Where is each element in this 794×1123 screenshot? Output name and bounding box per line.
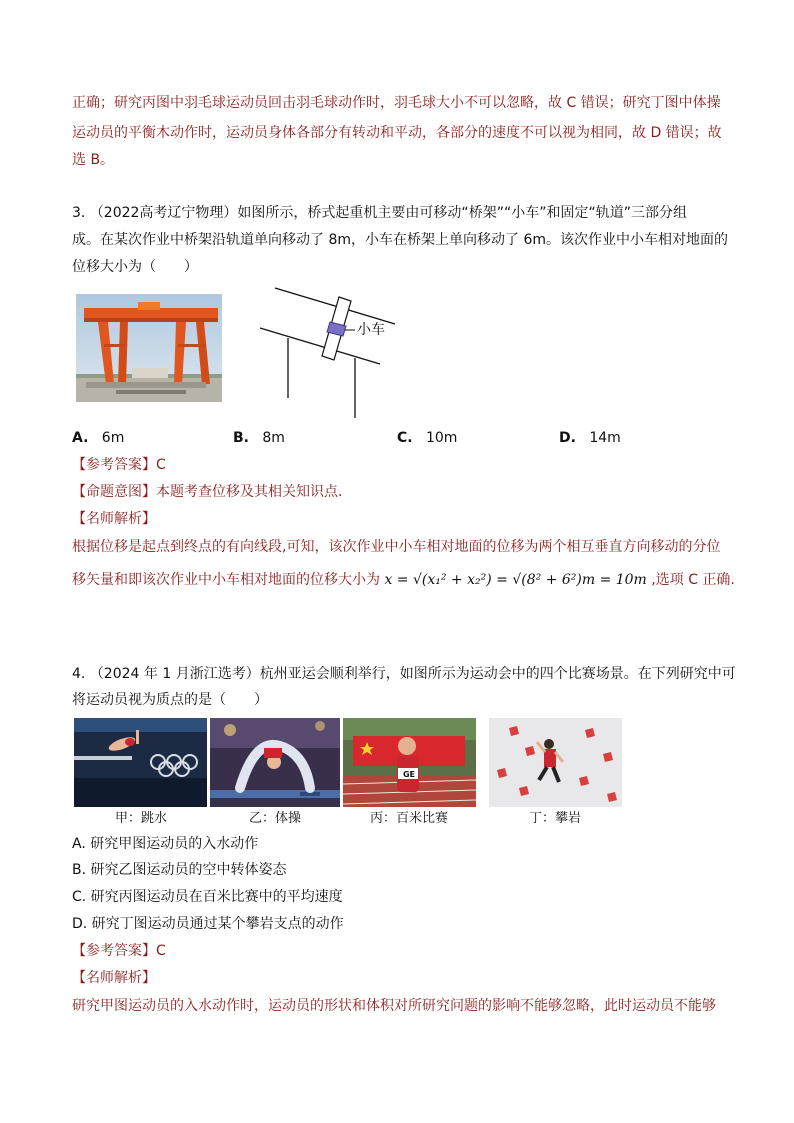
diagram-label-trolley: 小车 xyxy=(357,322,385,338)
q3-analysis-line-1: 根据位移是起点到终点的有向线段,可知，该次作业中小车相对地面的位移为两个相互垂直方向移动的分位 xyxy=(72,539,721,555)
option-letter: B. xyxy=(233,430,249,446)
q3-option-c xyxy=(397,428,457,448)
photo-diving xyxy=(74,718,207,807)
q3-option-b xyxy=(233,428,285,448)
caption-gymnastics: 乙：体操 xyxy=(248,811,301,826)
q3-stem-line-2: 成。在某次作业中桥架沿轨道单向移动了 8m，小车在桥架上单向移动了 6m。该次作业中小车相对地面的 xyxy=(72,232,728,248)
gymnastics-image xyxy=(210,718,340,807)
option-letter: C. xyxy=(397,430,413,446)
climbing-image xyxy=(489,718,622,807)
intro-line-1: 正确；研究丙图中羽毛球运动员回击羽毛球动作时，羽毛球大小不可以忽略，故 C 错误；研究丁图中体操 xyxy=(72,95,721,111)
photo-gymnastics xyxy=(210,718,340,807)
q4-option-a: A. 研究甲图运动员的入水动作 xyxy=(72,836,259,852)
crane-photo xyxy=(76,294,222,402)
option-text: 14m xyxy=(589,430,621,446)
q3-stem-line-1: 3. （2022高考辽宁物理）如图所示，桥式起重机主要由可移动“桥架”“小车”和固定“轨道”三部分组 xyxy=(72,205,687,221)
sprint-image xyxy=(343,718,476,807)
q4-option-d: D. 研究丁图运动员通过某个攀岩支点的动作 xyxy=(72,916,344,932)
q3-option-a xyxy=(72,428,124,448)
option-text: 6m xyxy=(101,430,125,446)
q3-option-d xyxy=(559,428,621,448)
q4-stem-line-1: 4. （2024 年 1 月浙江选考）杭州亚运会顺利举行，如图所示为运动会中的四个比赛场景。在下列研究中可 xyxy=(72,666,736,682)
q4-analysis-label: 【名师解析】 xyxy=(72,970,156,986)
option-text: 8m xyxy=(262,430,285,446)
intent-text: 本题考查位移及其相关知识点. xyxy=(156,484,343,500)
intro-line-2: 运动员的平衡木动作时，运动员身体各部分有转动和平动，各部分的速度不可以视为相同，故 D 错误；故 xyxy=(72,125,722,141)
option-letter: D. xyxy=(559,430,576,446)
intro-line-3: 选 B。 xyxy=(72,152,115,168)
intent-label: 【命题意图】 xyxy=(72,484,156,500)
q3-answer: 【参考答案】C xyxy=(72,457,166,473)
crane-diagram xyxy=(255,286,405,421)
photo-climbing xyxy=(489,718,622,807)
photo-sprint xyxy=(343,718,476,807)
displacement-formula: x = √(x₁² + x₂²) = √(8² + 6²)m = 10m xyxy=(384,572,647,588)
caption-climbing: 丁：攀岩 xyxy=(528,811,581,826)
q3-stem-line-3: 位移大小为（ ） xyxy=(72,259,198,275)
q4-stem-line-2: 将运动员视为质点的是（ ） xyxy=(72,692,268,708)
diving-image xyxy=(74,718,207,807)
analysis-text-post: ,选项 C 正确. xyxy=(646,572,735,588)
q4-option-b: B. 研究乙图运动员的空中转体姿态 xyxy=(72,862,287,878)
q4-option-c: C. 研究丙图运动员在百米比赛中的平均速度 xyxy=(72,889,343,905)
q3-analysis-line-2 xyxy=(72,570,735,590)
crane-photo-image xyxy=(76,294,222,402)
q3-intent xyxy=(72,482,342,502)
q4-analysis-line-1: 研究甲图运动员的入水动作时，运动员的形状和体积对所研究问题的影响不能够忽略，此时运动员不能够 xyxy=(72,998,716,1014)
option-text: 10m xyxy=(425,430,458,446)
q4-answer: 【参考答案】C xyxy=(72,943,166,959)
q3-analysis-label: 【名师解析】 xyxy=(72,511,156,527)
caption-sprint: 丙：百米比赛 xyxy=(369,811,448,826)
analysis-text-pre: 移矢量和即该次作业中小车相对地面的位移大小为 xyxy=(72,572,385,588)
athlete-bib: GE xyxy=(402,770,416,779)
option-letter: A. xyxy=(72,430,89,446)
caption-diving: 甲：跳水 xyxy=(114,811,167,826)
